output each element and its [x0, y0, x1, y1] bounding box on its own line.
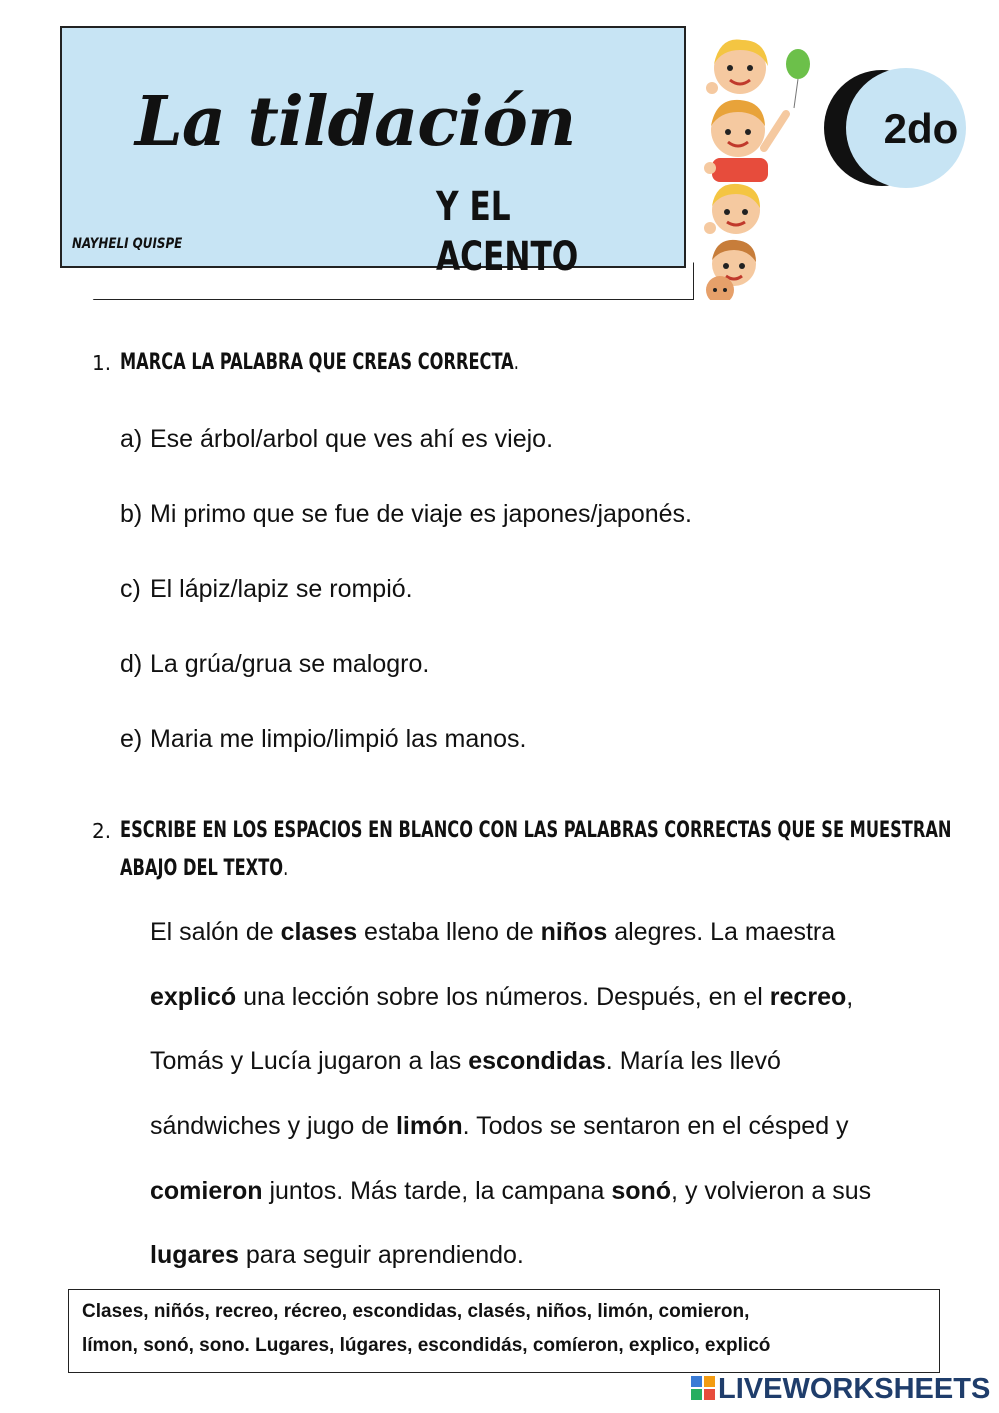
item-label: c) [120, 575, 141, 603]
item-text: El lápiz/lapiz se rompió. [150, 575, 413, 603]
word-bank-line2: límon, sonó, sono. Lugares, lúgares, escondidás, comíeron, explico, explicó [82, 1335, 771, 1356]
list-item [120, 424, 553, 454]
grade-label: 2do [883, 105, 959, 152]
word-bank-line1: Clases, niñós, recreo, récreo, escondidas, clasés, niños, limón, comieron, [82, 1301, 750, 1322]
bold-word: niños [540, 918, 608, 946]
paragraph-line [150, 1240, 524, 1270]
liveworksheets-watermark [690, 1372, 990, 1406]
word-bank-box [68, 1289, 940, 1373]
section2-heading-end: . [283, 856, 289, 881]
author-name: NAYHELI QUISPE [72, 236, 183, 252]
text-run: estaba lleno de [357, 918, 541, 946]
text-run: juntos. Más tarde, la campana [262, 1177, 612, 1205]
paragraph-line [150, 982, 853, 1012]
bold-word: comieron [150, 1177, 263, 1205]
section2-number: 2. [92, 819, 112, 843]
list-item [120, 649, 429, 679]
text-run: . María les llevó [605, 1047, 781, 1075]
page-subtitle: Y EL ACENTO [436, 184, 579, 280]
text-run: , y volvieron a sus [671, 1177, 872, 1205]
watermark-text: LIVEWORKSHEETS [718, 1373, 991, 1405]
text-run: . Todos se sentaron en el césped y [462, 1112, 849, 1140]
list-item [120, 724, 527, 754]
item-text: La grúa/grua se malogro. [150, 650, 430, 678]
item-text: Ese árbol/arbol que ves ahí es viejo. [150, 425, 554, 453]
bold-word: lugares [150, 1241, 239, 1269]
text-run: El salón de [150, 918, 281, 946]
bold-word: sonó [611, 1177, 672, 1205]
section2-heading-line1: ESCRIBE EN LOS ESPACIOS EN BLANCO CON LAS PALABRAS CORRECTAS QUE SE MUESTRAN [120, 818, 952, 843]
item-text: Maria me limpio/limpió las manos. [150, 725, 527, 753]
text-run: una lección sobre los números. Después, en el [236, 983, 770, 1011]
list-item [120, 574, 413, 604]
text-run: Tomás y Lucía jugaron a las [150, 1047, 469, 1075]
text-run: , [846, 983, 854, 1011]
children-illustration [690, 28, 810, 300]
bold-word: limón [395, 1112, 463, 1140]
text-run: alegres. La maestra [607, 918, 836, 946]
bold-word: recreo [769, 983, 847, 1011]
section1-number: 1. [92, 351, 112, 375]
item-text: Mi primo que se fue de viaje es japones/japonés. [150, 500, 692, 528]
bold-word: explicó [150, 983, 237, 1011]
paragraph-line [150, 917, 835, 947]
text-run: para seguir aprendiendo. [238, 1241, 524, 1269]
bold-word: escondidas [468, 1047, 606, 1075]
paragraph-line [150, 1176, 871, 1206]
text-run: sándwiches y jugo de [150, 1112, 396, 1140]
section1-heading [120, 344, 519, 382]
item-label: b) [120, 500, 143, 528]
liveworksheets-logo-icon [690, 1375, 716, 1401]
item-label: d) [120, 650, 143, 678]
section2-heading-line2 [120, 850, 288, 888]
bold-word: clases [280, 918, 358, 946]
paragraph-line [150, 1111, 849, 1141]
page-title: La tildación [135, 82, 576, 162]
item-label: a) [120, 425, 143, 453]
list-item [120, 499, 692, 529]
paragraph-line [150, 1046, 781, 1076]
section1-heading-end: . [513, 350, 519, 375]
section1-heading-text: MARCA LA PALABRA QUE CREAS CORRECTA [120, 350, 514, 375]
item-label: e) [120, 725, 143, 753]
section2-heading-line2-text: ABAJO DEL TEXTO [120, 856, 284, 881]
